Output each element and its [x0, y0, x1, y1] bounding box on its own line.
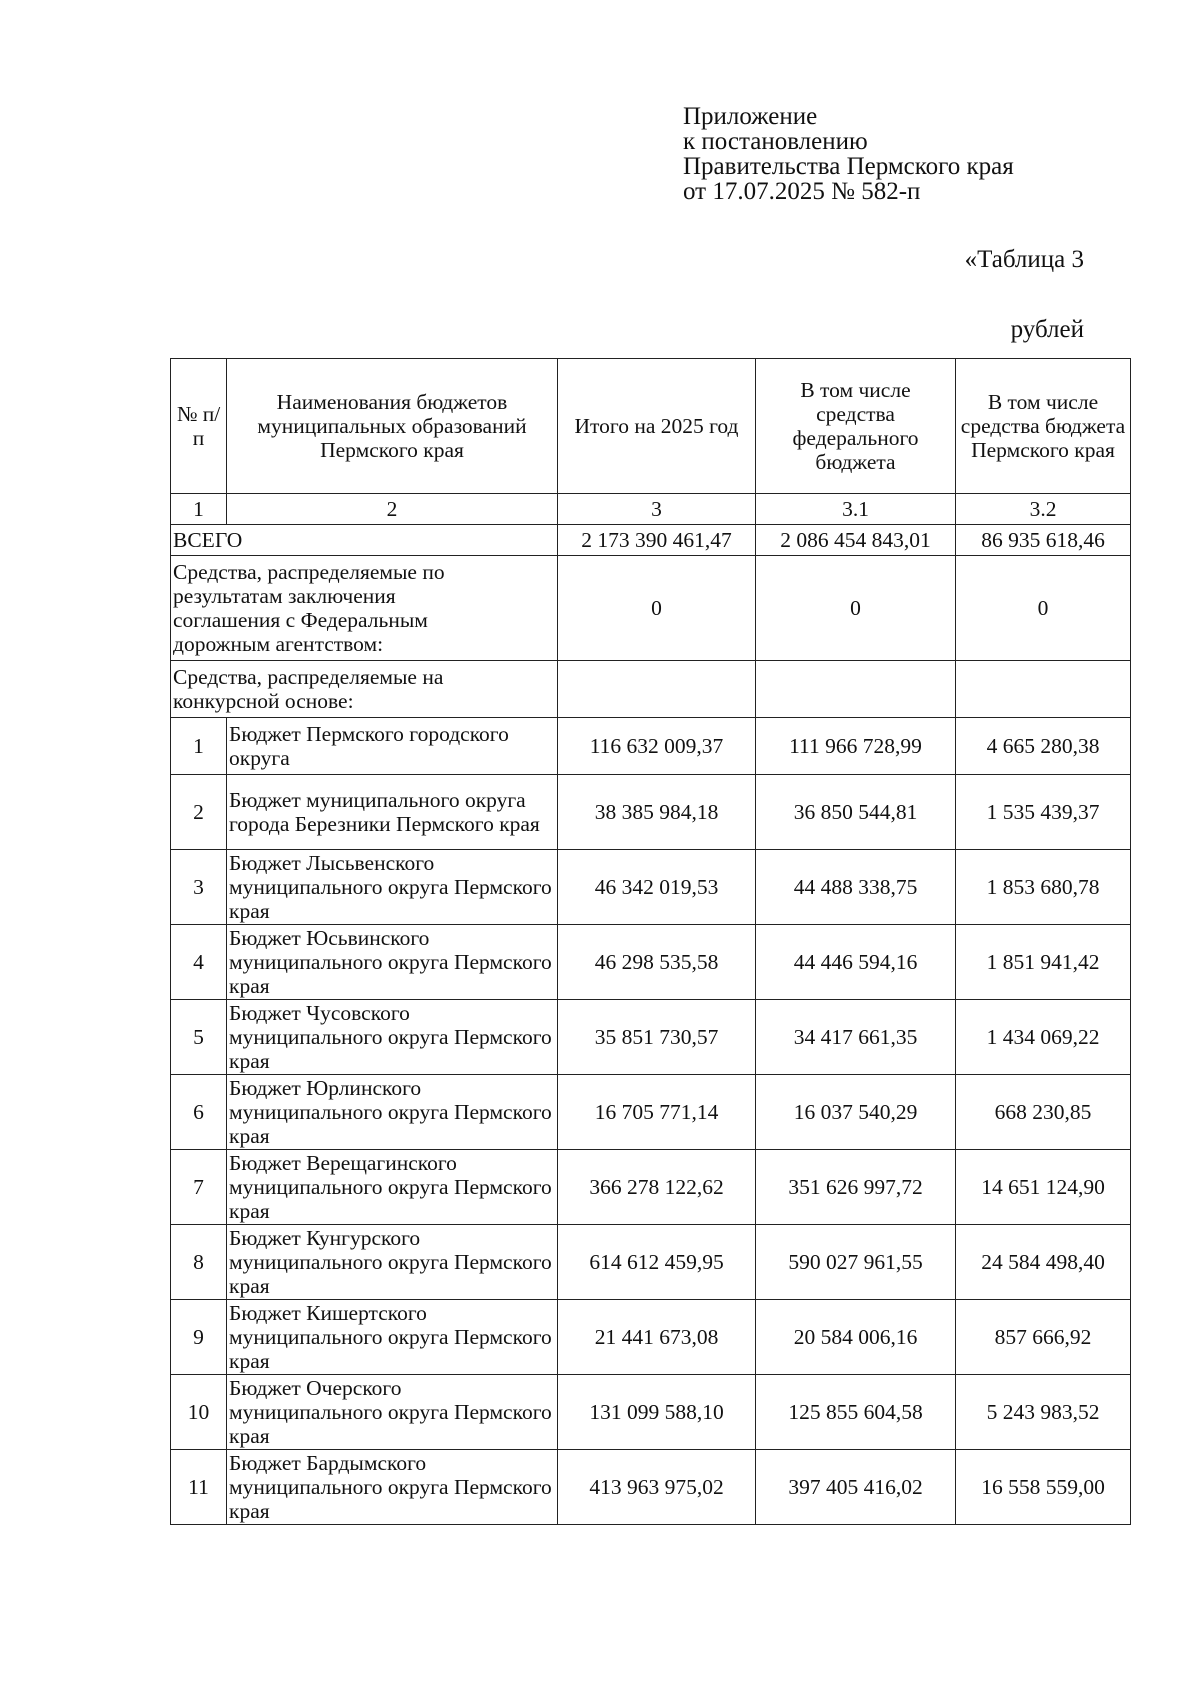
section-federal-agency-regional: 0 — [956, 556, 1131, 661]
row-federal: 351 626 997,72 — [756, 1150, 956, 1225]
table-row — [171, 1450, 1131, 1525]
row-total: 131 099 588,10 — [558, 1375, 756, 1450]
header-regional: В том числе средства бюджета Пермского края — [956, 359, 1131, 494]
row-name: Бюджет Юсьвинского муниципального округа Пермского края — [227, 925, 558, 1000]
col-number-3-2: 3.2 — [956, 494, 1131, 525]
header-name: Наименования бюджетов муниципальных образований Пермского края — [227, 359, 558, 494]
row-federal: 397 405 416,02 — [756, 1450, 956, 1525]
appendix-header — [683, 104, 1014, 204]
row-regional: 1 434 069,22 — [956, 1000, 1131, 1075]
total-row — [171, 525, 1131, 556]
row-total: 46 342 019,53 — [558, 850, 756, 925]
total-label: ВСЕГО — [171, 525, 558, 556]
row-name: Бюджет Кунгурского муниципального округа Пермского края — [227, 1225, 558, 1300]
row-regional: 4 665 280,38 — [956, 718, 1131, 775]
row-total: 46 298 535,58 — [558, 925, 756, 1000]
table-row — [171, 1300, 1131, 1375]
row-federal: 125 855 604,58 — [756, 1375, 956, 1450]
row-total: 16 705 771,14 — [558, 1075, 756, 1150]
row-name: Бюджет Очерского муниципального округа Пермского края — [227, 1375, 558, 1450]
col-number-3-1: 3.1 — [756, 494, 956, 525]
row-name: Бюджет муниципального округа города Березники Пермского края — [227, 775, 558, 850]
section-federal-agency-row — [171, 556, 1131, 661]
row-federal: 36 850 544,81 — [756, 775, 956, 850]
section-federal-agency-label: Средства, распределяемые по результатам заключения соглашения с Федеральным дорожным агентством: — [171, 556, 558, 661]
table-label: «Таблица 3 — [964, 246, 1084, 273]
row-num: 2 — [171, 775, 227, 850]
budget-table — [170, 358, 1131, 1525]
row-num: 1 — [171, 718, 227, 775]
section-competitive-row — [171, 661, 1131, 718]
table-row — [171, 1075, 1131, 1150]
row-regional: 668 230,85 — [956, 1075, 1131, 1150]
appendix-line-3: Правительства Пермского края — [683, 153, 1014, 180]
row-name: Бюджет Чусовского муниципального округа Пермского края — [227, 1000, 558, 1075]
section-competitive-federal — [756, 661, 956, 718]
appendix-line-2: к постановлению — [683, 128, 868, 155]
row-federal: 44 488 338,75 — [756, 850, 956, 925]
row-federal: 44 446 594,16 — [756, 925, 956, 1000]
section-competitive-total — [558, 661, 756, 718]
total-regional: 86 935 618,46 — [956, 525, 1131, 556]
header-federal: В том числе средства федерального бюджета — [756, 359, 956, 494]
appendix-line-4: от 17.07.2025 № 582-п — [683, 178, 921, 205]
row-num: 8 — [171, 1225, 227, 1300]
row-total: 413 963 975,02 — [558, 1450, 756, 1525]
table-header-row — [171, 359, 1131, 494]
section-federal-agency-total: 0 — [558, 556, 756, 661]
row-regional: 1 851 941,42 — [956, 925, 1131, 1000]
row-name: Бюджет Лысьвенского муниципального округа Пермского края — [227, 850, 558, 925]
table-row — [171, 775, 1131, 850]
section-competitive-label: Средства, распределяемые на конкурсной основе: — [171, 661, 558, 718]
row-federal: 16 037 540,29 — [756, 1075, 956, 1150]
row-federal: 590 027 961,55 — [756, 1225, 956, 1300]
appendix-line-1: Приложение — [683, 103, 818, 130]
row-total: 614 612 459,95 — [558, 1225, 756, 1300]
table-row — [171, 850, 1131, 925]
row-name: Бюджет Пермского городского округа — [227, 718, 558, 775]
table-row — [171, 718, 1131, 775]
row-federal: 20 584 006,16 — [756, 1300, 956, 1375]
column-numbers-row — [171, 494, 1131, 525]
col-number-3: 3 — [558, 494, 756, 525]
table-row — [171, 1375, 1131, 1450]
row-num: 10 — [171, 1375, 227, 1450]
row-regional: 24 584 498,40 — [956, 1225, 1131, 1300]
col-number-2: 2 — [227, 494, 558, 525]
row-num: 6 — [171, 1075, 227, 1150]
row-num: 11 — [171, 1450, 227, 1525]
row-total: 38 385 984,18 — [558, 775, 756, 850]
row-federal: 111 966 728,99 — [756, 718, 956, 775]
row-federal: 34 417 661,35 — [756, 1000, 956, 1075]
header-total: Итого на 2025 год — [558, 359, 756, 494]
table-row — [171, 925, 1131, 1000]
row-num: 7 — [171, 1150, 227, 1225]
header-num: № п/п — [171, 359, 227, 494]
row-name: Бюджет Кишертского муниципального округа Пермского края — [227, 1300, 558, 1375]
row-regional: 1 853 680,78 — [956, 850, 1131, 925]
row-total: 21 441 673,08 — [558, 1300, 756, 1375]
row-regional: 14 651 124,90 — [956, 1150, 1131, 1225]
table-row — [171, 1000, 1131, 1075]
row-name: Бюджет Юрлинского муниципального округа Пермского края — [227, 1075, 558, 1150]
row-num: 9 — [171, 1300, 227, 1375]
units-label: рублей — [1010, 316, 1084, 343]
row-total: 116 632 009,37 — [558, 718, 756, 775]
row-name: Бюджет Верещагинского муниципального округа Пермского края — [227, 1150, 558, 1225]
row-total: 35 851 730,57 — [558, 1000, 756, 1075]
row-num: 3 — [171, 850, 227, 925]
table-row — [171, 1150, 1131, 1225]
row-regional: 857 666,92 — [956, 1300, 1131, 1375]
row-num: 4 — [171, 925, 227, 1000]
row-name: Бюджет Бардымского муниципального округа Пермского края — [227, 1450, 558, 1525]
total-federal: 2 086 454 843,01 — [756, 525, 956, 556]
row-num: 5 — [171, 1000, 227, 1075]
row-total: 366 278 122,62 — [558, 1150, 756, 1225]
col-number-1: 1 — [171, 494, 227, 525]
table-row — [171, 1225, 1131, 1300]
section-competitive-regional — [956, 661, 1131, 718]
row-regional: 16 558 559,00 — [956, 1450, 1131, 1525]
row-regional: 1 535 439,37 — [956, 775, 1131, 850]
total-sum: 2 173 390 461,47 — [558, 525, 756, 556]
section-federal-agency-federal: 0 — [756, 556, 956, 661]
row-regional: 5 243 983,52 — [956, 1375, 1131, 1450]
